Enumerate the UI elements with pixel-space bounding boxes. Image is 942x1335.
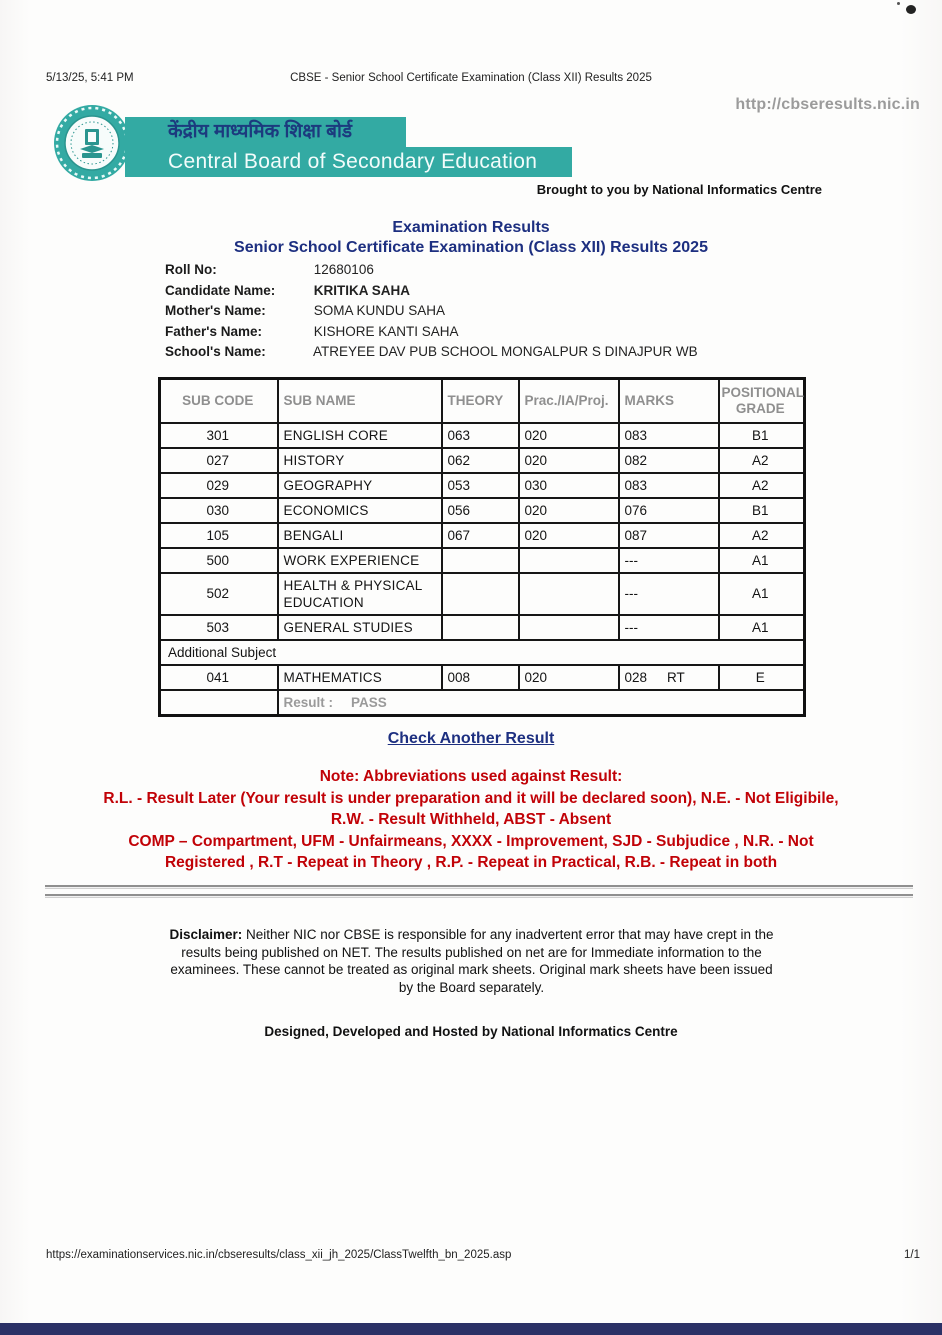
notes-line: Registered , R.T - Repeat in Theory , R.P. - Repeat in Practical, R.B. - Repeat in both [164,854,778,872]
marks-cell: 028 RT [619,665,719,690]
marks-cell: 082 [619,448,719,473]
grade-cell: A2 [719,523,805,548]
sub-name-cell: MATHEMATICS [278,665,442,690]
disclaimer-line: examinees. These cannot be treated as original mark sheets. Original mark sheets have been issued [170,962,773,977]
marks-cell: 083 [619,423,719,448]
result-cell [278,690,805,716]
col-sub-code: SUB CODE [160,379,278,423]
roll-no-label: Roll No: [165,262,217,277]
disclaimer-text: Neither NIC nor CBSE is responsible for any inadvertent error that may have crept in the [246,927,774,942]
result-label: Result : [283,694,334,710]
school-name-label: School's Name: [165,344,266,359]
disclaimer-label: Disclaimer: [169,927,243,942]
grade-cell: A1 [719,548,805,573]
grade-cell: E [719,665,805,690]
disclaimer-line: results being published on NET. The results published on net are for Immediate information to the [181,944,762,960]
prac-cell: 020 [519,423,619,448]
candidate-row-roll [165,260,698,281]
cbse-logo [52,103,132,183]
mother-name-label: Mother's Name: [165,303,266,318]
candidate-row-father [165,322,698,343]
marks-remark: RT [667,669,685,685]
sub-name-cell: BENGALI [278,523,442,548]
mother-name-value: SOMA KUNDU SAHA [313,303,446,318]
marks-cell: 083 [619,473,719,498]
horizontal-rule [45,894,913,898]
marks-cell: --- [619,548,719,573]
footer-page-indicator: 1/1 [904,1249,920,1261]
theory-cell [442,548,519,573]
subject-row [160,498,805,523]
subject-row [160,548,805,573]
sub-name-cell: HEALTH & PHYSICAL EDUCATION [278,573,442,615]
subject-row [160,473,805,498]
col-theory: THEORY [442,379,519,423]
print-doc-title: CBSE - Senior School Certificate Examination (Class XII) Results 2025 [290,72,652,84]
father-name-value: KISHORE KANTI SAHA [313,323,459,339]
sub-code-cell: 500 [160,548,278,573]
theory-cell: 063 [442,423,519,448]
subject-row [160,448,805,473]
disclaimer-line [141,926,802,944]
prac-cell: 030 [519,473,619,498]
father-name-label: Father's Name: [165,323,262,339]
sub-code-cell: 029 [160,473,278,498]
sub-code-cell: 503 [160,615,278,640]
notes-line: R.L. - Result Later (Your result is under preparation and it will be declared soon), N.E. - Not Eligibile, [103,789,839,807]
prac-cell: 020 [519,665,619,690]
horizontal-rule [45,885,913,889]
board-name-english: Central Board of Secondary Education [125,147,572,177]
subject-row [160,665,805,690]
prac-cell: 020 [519,523,619,548]
theory-cell: 053 [442,473,519,498]
board-name-hindi: केंद्रीय माध्यमिक शिक्षा बोर्ड [125,117,406,147]
candidate-info [165,260,698,363]
subject-row [160,573,805,615]
scan-speck [897,2,900,5]
credits: Designed, Developed and Hosted by National Informatics Centre [264,1024,678,1039]
sub-name-cell: ENGLISH CORE [278,423,442,448]
grade-cell: A2 [719,448,805,473]
results-table-body [160,423,805,716]
prac-cell [519,573,619,615]
candidate-name-label: Candidate Name: [165,282,276,298]
results-table [158,377,806,717]
theory-cell: 008 [442,665,519,690]
sub-code-cell: 301 [160,423,278,448]
grade-cell: B1 [719,423,805,448]
grade-cell: B1 [719,498,805,523]
sub-name-cell: ECONOMICS [278,498,442,523]
cbse-emblem-icon [52,103,132,183]
theory-cell: 056 [442,498,519,523]
marks-cell: 076 [619,498,719,523]
marks-cell: --- [619,573,719,615]
sub-name-cell: WORK EXPERIENCE [278,548,442,573]
col-prac: Prac./IA/Proj. [519,379,619,423]
subject-row [160,523,805,548]
sub-code-cell: 502 [160,573,278,615]
prac-cell [519,615,619,640]
notes-heading: Note: Abbreviations used against Result: [319,768,623,785]
subject-row [160,615,805,640]
theory-cell [442,573,519,615]
subject-row [160,423,805,448]
grade-cell: A2 [719,473,805,498]
footer-url: https://examinationservices.nic.in/cbseresults/class_xii_jh_2025/ClassTwelfth_bn_2025.asp [46,1249,512,1261]
disclaimer-line: by the Board separately. [398,979,545,995]
sub-name-cell: HISTORY [278,448,442,473]
check-another-result-link[interactable]: Check Another Result [387,730,555,747]
candidate-row-school [165,342,698,363]
sub-code-cell: 030 [160,498,278,523]
prac-cell: 020 [519,448,619,473]
grade-cell: A1 [719,573,805,615]
sub-name-cell: GENERAL STUDIES [278,615,442,640]
sub-name-cell: GEOGRAPHY [278,473,442,498]
result-empty-cell [160,690,278,716]
col-positional-grade: POSITIONAL GRADE [719,379,805,423]
sub-code-cell: 105 [160,523,278,548]
grade-cell: A1 [719,615,805,640]
theory-cell: 067 [442,523,519,548]
result-row [160,690,805,716]
abbreviation-notes [0,766,942,874]
theory-cell: 062 [442,448,519,473]
candidate-name-value: KRITIKA SAHA [313,282,411,298]
sub-code-cell: 041 [160,665,278,690]
check-another-result-container [0,730,942,748]
notes-line: COMP – Compartment, UFM - Unfairmeans, XXXX - Improvement, SJD - Subjudice , N.R. - Not [128,832,814,850]
prac-cell: 020 [519,498,619,523]
page-title: Examination Results [392,219,550,236]
print-datetime: 5/13/25, 5:41 PM [46,72,134,84]
additional-subject-divider [160,640,805,665]
scan-bottom-edge [0,1323,942,1335]
marks-cell: --- [619,615,719,640]
school-name-value: ATREYEE DAV PUB SCHOOL MONGALPUR S DINAJPUR WB [313,344,698,359]
theory-cell [442,615,519,640]
page-subtitle: Senior School Certificate Examination (Class XII) Results 2025 [234,239,708,256]
disclaimer [141,926,802,996]
tagline: Brought to you by National Informatics Centre [536,182,822,197]
result-value: PASS [351,694,387,710]
results-table-header-row [160,379,805,423]
marks-cell: 087 [619,523,719,548]
col-marks: MARKS [619,379,719,423]
additional-subject-label: Additional Subject [160,640,805,665]
roll-no-value: 12680106 [313,262,374,277]
scan-dot [906,5,916,14]
candidate-row-name [165,281,698,302]
sub-code-cell: 027 [160,448,278,473]
col-sub-name: SUB NAME [278,379,442,423]
site-url: http://cbseresults.nic.in [735,96,920,113]
candidate-row-mother [165,301,698,322]
prac-cell [519,548,619,573]
notes-line: R.W. - Result Withheld, ABST - Absent [330,811,612,829]
